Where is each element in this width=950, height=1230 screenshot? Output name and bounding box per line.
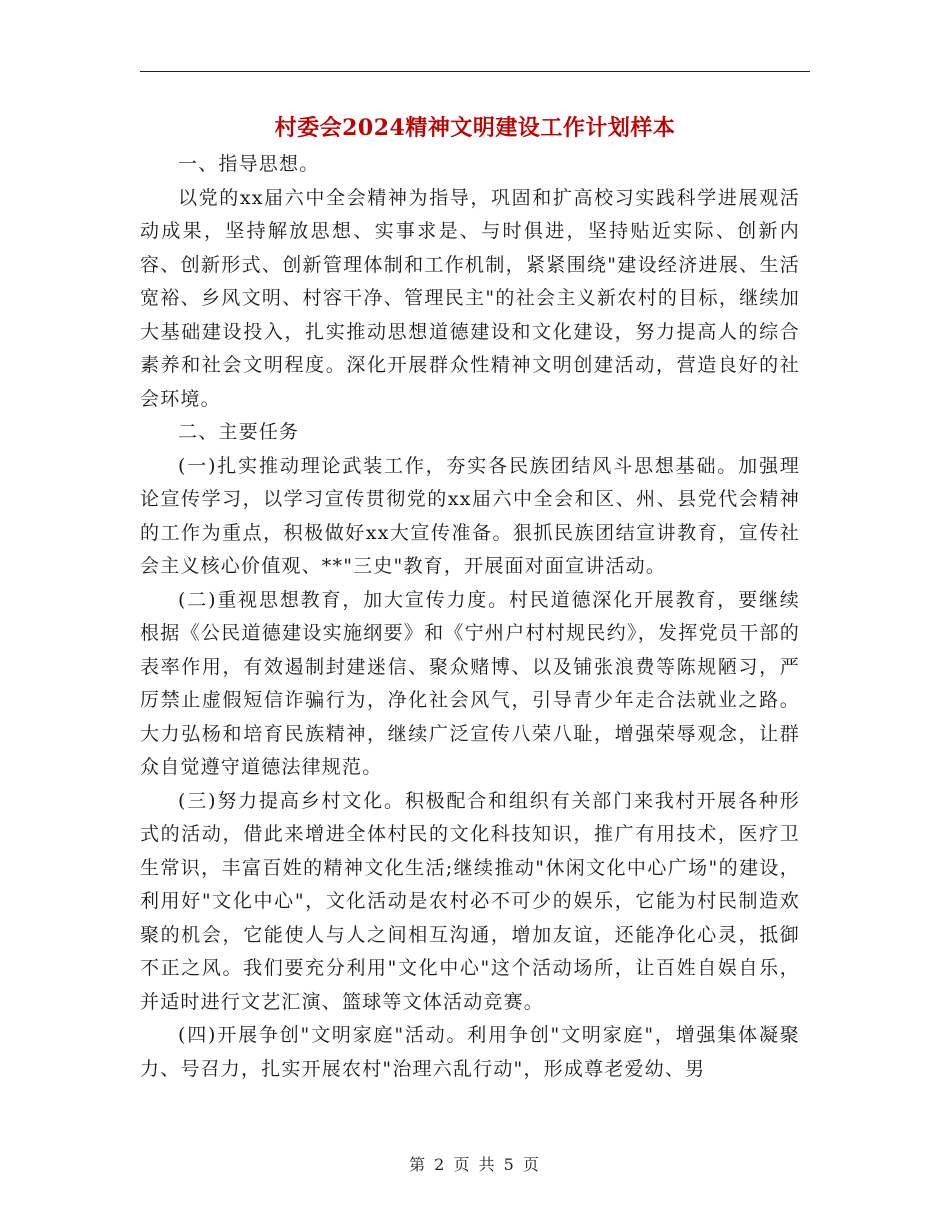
paragraph-guiding-ideology: 以党的xx届六中全会精神为指导，巩固和扩高校习实践科学进展观活动成果，坚持解放思想、实事求是、与时俱进，坚持贴近实际、创新内容、创新形式、创新管理体制和工作机制，紧紧围绕"建设经济进展、生活宽裕、乡风文明、村容干净、管理民主"的社会主义新农村的目标，继续加大基础建设投入，扎实推动思想道德建设和文化建设，努力提高人的综合素养和社会文明程度。深化开展群众性精神文明创建活动，营造良好的社会环境。 bbox=[140, 186, 800, 410]
document-body bbox=[140, 148, 800, 1086]
section-heading-main-tasks: 二、主要任务 bbox=[178, 421, 300, 443]
paragraph-task-4: (四)开展争创"文明家庭"活动。利用争创"文明家庭"，增强集体凝聚力、号召力，扎实开展农村"治理六乱行动"，形成尊老爱幼、男 bbox=[140, 1024, 800, 1080]
section-heading-guiding-ideology: 一、指导思想。 bbox=[178, 153, 320, 175]
header-divider bbox=[140, 71, 810, 72]
paragraph-task-3: (三)努力提高乡村文化。积极配合和组织有关部门来我村开展各种形式的活动，借此来增进全体村民的文化科技知识，推广有用技术，医疗卫生常识，丰富百姓的精神文化生活;继续推动"休闲文化中心广场"的建设，利用好"文化中心"，文化活动是农村必不可少的娱乐，它能为村民制造欢聚的机会，它能使人与人之间相互沟通，增加友谊，还能净化心灵，抵御不正之风。我们要充分利用"文化中心"这个活动场所，让百姓自娱自乐，并适时进行文艺汇演、篮球等文体活动竞赛。 bbox=[140, 789, 800, 1013]
document-title: 村委会2024精神文明建设工作计划样本 bbox=[274, 115, 676, 141]
paragraph-task-2: (二)重视思想教育，加大宣传力度。村民道德深化开展教育，要继续根据《公民道德建设实施纲要》和《宁州户村村规民约》，发挥党员干部的表率作用，有效遏制封建迷信、聚众赌博、以及铺张浪费等陈规陋习，严厉禁止虚假短信诈骗行为，净化社会风气，引导青少年走合法就业之路。大力弘杨和培育民族精神，继续广泛宣传八荣八耻，增强荣辱观念，让群众自觉遵守道德法律规范。 bbox=[140, 588, 800, 778]
page-number-footer: 第 2 页 共 5 页 bbox=[409, 1155, 541, 1174]
paragraph-task-1: (一)扎实推动理论武装工作，夯实各民族团结风斗思想基础。加强理论宣传学习，以学习宣传贯彻党的xx届六中全会和区、州、县党代会精神的工作为重点，积极做好xx大宣传准备。狠抓民族团结宣讲教育，宣传社会主义核心价值观、**"三史"教育，开展面对面宣讲活动。 bbox=[140, 454, 800, 577]
